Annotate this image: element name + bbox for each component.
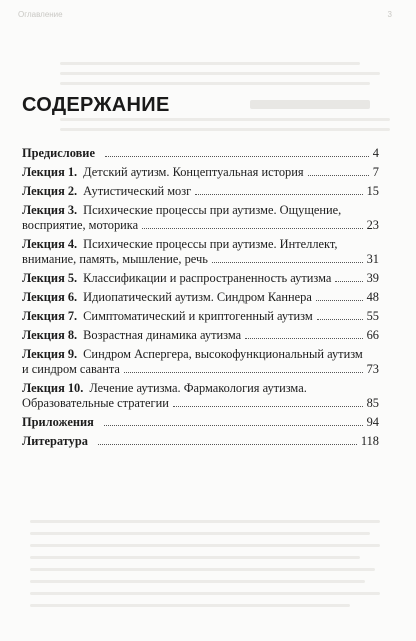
toc-entry-lecture-2[interactable] (22, 184, 379, 199)
toc-entry-label: Лекция 7. (22, 309, 78, 323)
toc-entry-title: Психические процессы при аутизме. Ощущение, (83, 203, 342, 217)
toc-entry-label: Лекция 3. (22, 203, 78, 217)
toc-entry-title: Синдром Аспергера, высокофункциональный аутизм (83, 347, 363, 361)
toc-entry-lecture-3[interactable] (22, 203, 379, 232)
toc-entry-page: 15 (366, 184, 379, 198)
toc-entry-lecture-5[interactable] (22, 271, 379, 286)
dot-leader (173, 406, 363, 407)
toc-entry-lecture-10[interactable] (22, 381, 379, 410)
toc-entry-title: Симптоматический и криптогенный аутизм (83, 309, 313, 323)
dot-leader (142, 228, 362, 229)
dot-leader (245, 338, 362, 339)
toc-title: СОДЕРЖАНИЕ (22, 94, 170, 116)
dot-leader (104, 425, 363, 426)
running-head: Оглавление (18, 10, 63, 19)
toc-entry-page: 85 (366, 395, 379, 410)
toc-entry-label: Лекция 1. (22, 165, 78, 179)
dot-leader (212, 262, 363, 263)
toc-entry-title-continued: внимание, память, мышление, речь (22, 251, 208, 266)
toc-entry-label: Лекция 9. (22, 347, 78, 361)
toc-entry-title-continued: и синдром саванта (22, 361, 120, 376)
toc-entry-title-continued: восприятие, моторика (22, 217, 139, 232)
toc-entry-page: 66 (366, 328, 379, 342)
dot-leader (317, 319, 363, 320)
toc-entry-title: Психические процессы при аутизме. Интеллект, (83, 237, 338, 251)
dot-leader (308, 175, 369, 176)
toc-entry-page: 118 (360, 434, 379, 448)
toc-entry-label: Лекция 2. (22, 184, 78, 198)
toc-entry-title: Возрастная динамика аутизма (83, 328, 242, 342)
toc-entry-references[interactable] (22, 434, 379, 449)
toc-entry-appendices[interactable] (22, 415, 379, 430)
toc-entry-title: Литература (22, 434, 88, 448)
toc-entry-page: 31 (366, 251, 379, 266)
toc-entry-lecture-9[interactable] (22, 347, 379, 376)
toc-entry-page: 94 (366, 415, 379, 429)
toc-entry-page: 39 (366, 271, 379, 285)
dot-leader (316, 300, 363, 301)
toc-entry-title: Предисловие (22, 146, 95, 160)
toc-entry-page: 55 (366, 309, 379, 323)
toc-entry-title: Лечение аутизма. Фармакология аутизма. (89, 381, 307, 395)
toc-entry-title: Аутистический мозг (83, 184, 192, 198)
dot-leader (105, 156, 369, 157)
dot-leader (124, 372, 363, 373)
toc-entry-page: 23 (366, 217, 379, 232)
toc-entry-page: 4 (372, 146, 379, 160)
toc-entry-lecture-7[interactable] (22, 309, 379, 324)
toc-entry-title: Детский аутизм. Концептуальная история (83, 165, 304, 179)
toc-entry-label: Лекция 4. (22, 237, 78, 251)
toc-entry-preface[interactable] (22, 146, 379, 161)
toc-entry-label: Лекция 5. (22, 271, 78, 285)
running-page-number: 3 (387, 10, 392, 19)
toc-entry-page: 73 (366, 361, 379, 376)
dot-leader (195, 194, 362, 195)
toc-entry-lecture-8[interactable] (22, 328, 379, 343)
toc-entry-label: Лекция 6. (22, 290, 78, 304)
toc-entry-title-continued: Образовательные стратегии (22, 395, 169, 410)
toc-entry-title: Приложения (22, 415, 94, 429)
dot-leader (335, 281, 362, 282)
dot-leader (98, 444, 357, 445)
toc-entry-page: 48 (366, 290, 379, 304)
toc-entry-lecture-6[interactable] (22, 290, 379, 305)
toc-entry-label: Лекция 10. (22, 381, 84, 395)
toc-entry-title: Идиопатический аутизм. Синдром Каннера (83, 290, 312, 304)
toc-entry-lecture-4[interactable] (22, 237, 379, 266)
toc-entry-page: 7 (372, 165, 379, 179)
toc-entry-label: Лекция 8. (22, 328, 78, 342)
toc-entry-title: Классификации и распространенность аутизма (83, 271, 332, 285)
toc-entry-lecture-1[interactable] (22, 165, 379, 180)
